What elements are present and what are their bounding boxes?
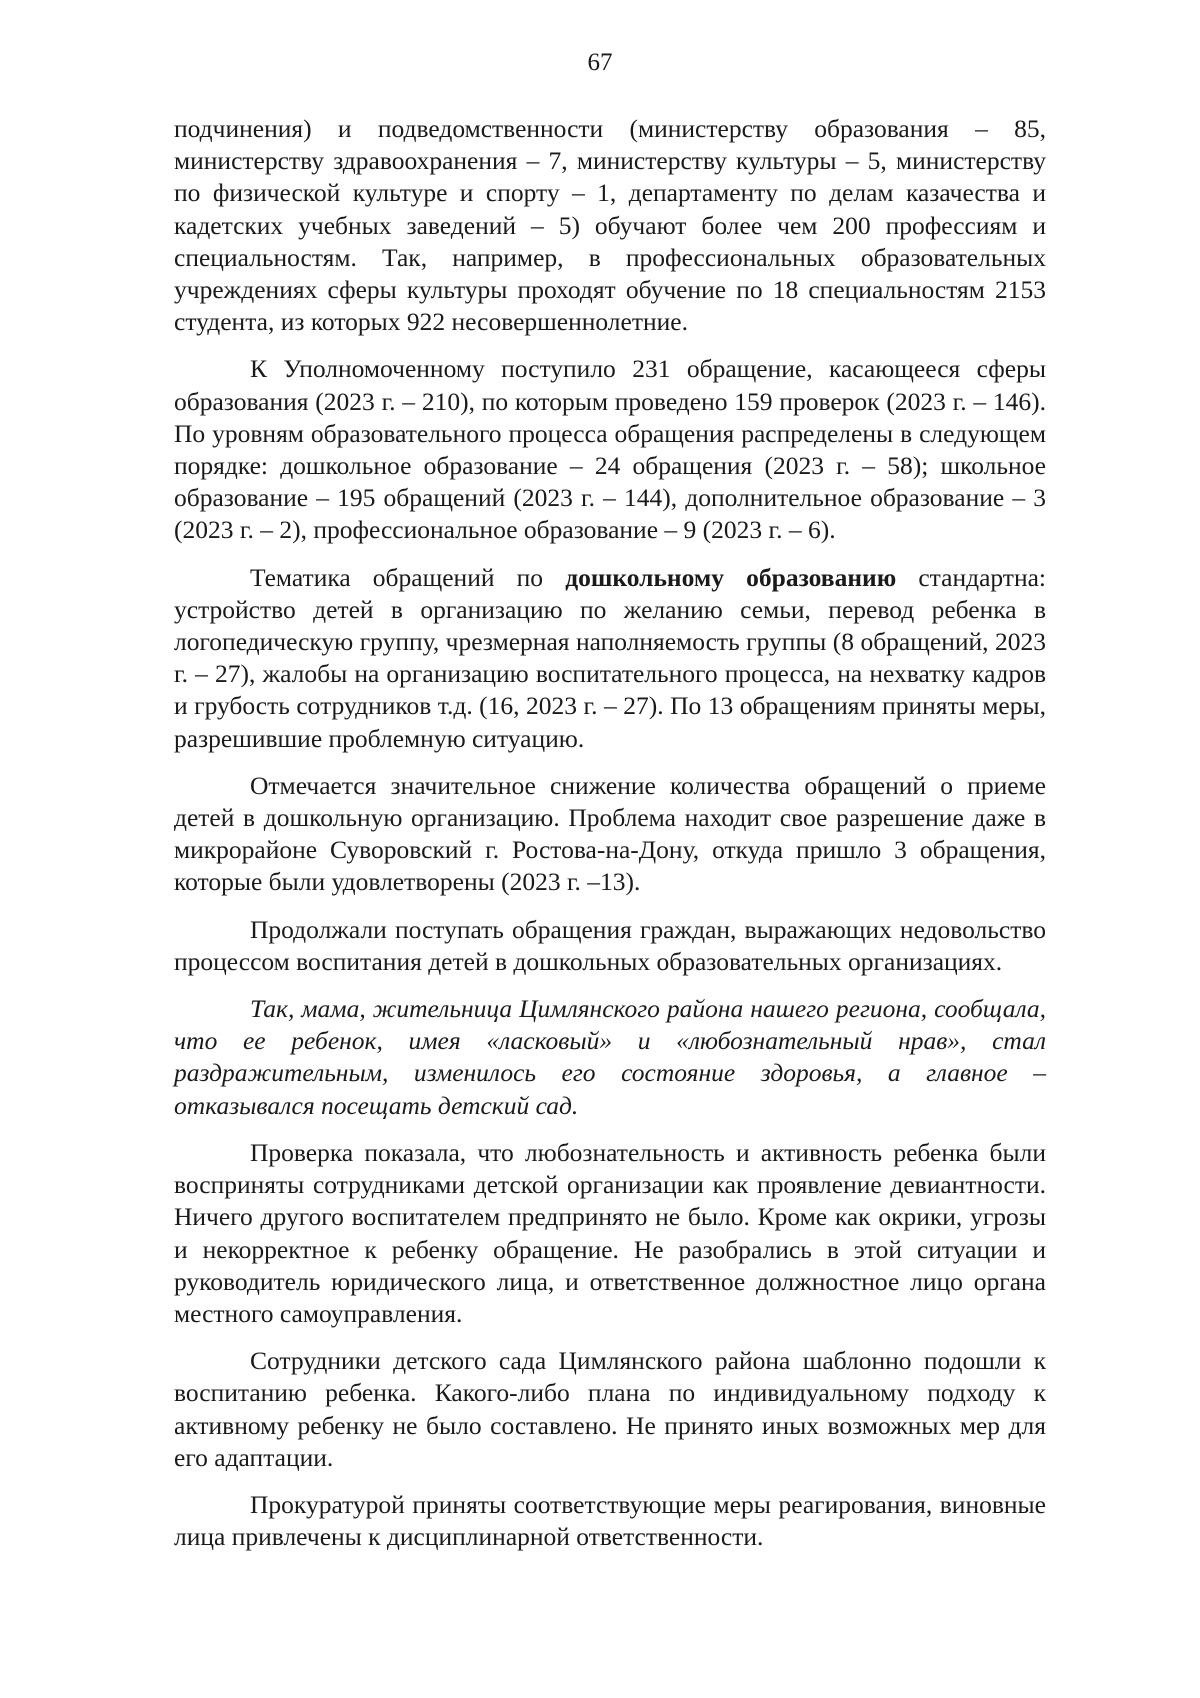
paragraph-3-lead: Тематика обращений по [250,562,566,592]
paragraph-6-example: Так, мама, жительница Цимлянского района нашего региона, сообщала, что ее ребенок, имея «ласковый» и «любознательный нрав», стал раздражительным, изменилось его состояние здоровья, а главное – отказывался посещать детский сад. [174,994,1046,1120]
paragraph-1: подчинения) и подведомственности (министерству образования – 85, министерству здравоохранения – 7, министерству культуры – 5, министерству по физической культуре и спорту – 1, департаменту по делам казачества и кадетских учебных заведений – 5) обучают более чем 200 профессиям и специальностям. Так, например, в профессиональных образовательных учреждениях сферы культуры проходят обучение по 18 специальностям 2153 студента, из которых 922 несовершеннолетние. [174,114,1046,337]
paragraph-3-rest: стандартна: устройство детей в организацию по желанию семьи, перевод ребенка в логопедическую группу, чрезмерная наполняемость группы (8 обращений, 2023 г. – 27), жалобы на организацию воспитательного процесса, на нехватку кадров и грубость сотрудников т.д. (16, 2023 г. – 27). По 13 обращениям приняты меры, разрешившие проблемную ситуацию. [174,562,1046,753]
bold-term-preschool-education: дошкольному образованию [565,562,897,592]
paragraph-9: Прокуратурой приняты соответствующие меры реагирования, виновные лица привлечены к дисциплинарной ответственности. [174,1489,1046,1552]
paragraph-3 [174,562,1046,755]
paragraph-7: Проверка показала, что любознательность и активность ребенка были восприняты сотрудниками детской организации как проявление девиантности. Ничего другого воспитателем предпринято не было. Кроме как окрики, угрозы и некорректное к ребенку обращение. Не разобрались в этой ситуации и руководитель юридического лица, и ответственное должностное лицо органа местного самоуправления. [174,1137,1046,1328]
paragraph-2: К Уполномоченному поступило 231 обращение, касающееся сферы образования (2023 г. – 210), по которым проведено 159 проверок (2023 г. – 146). По уровням образовательного процесса обращения распределены в следующем порядке: дошкольное образование – 24 обращения (2023 г. – 58); школьное образование – 195 обращений (2023 г. – 144), дополнительное образование – 3 (2023 г. – 2), профессиональное образование – 9 (2023 г. – 6). [174,354,1046,545]
paragraph-4: Отмечается значительное снижение количества обращений о приеме детей в дошкольную организацию. Проблема находит свое разрешение даже в микрорайоне Суворовский г. Ростова-на-Дону, откуда пришло 3 обращения, которые были удовлетворены (2023 г. –13). [174,770,1046,897]
paragraph-5: Продолжали поступать обращения граждан, выражающих недовольство процессом воспитания детей в дошкольных образовательных организациях. [174,914,1046,976]
page-number: 67 [587,49,613,76]
paragraph-8: Сотрудники детского сада Цимлянского района шаблонно подошли к воспитанию ребенка. Какого-либо плана по индивидуальному подходу к активному ребенку не было составлено. Не принято иных возможных мер для его адаптации. [174,1346,1046,1472]
document-body [174,113,1046,1568]
